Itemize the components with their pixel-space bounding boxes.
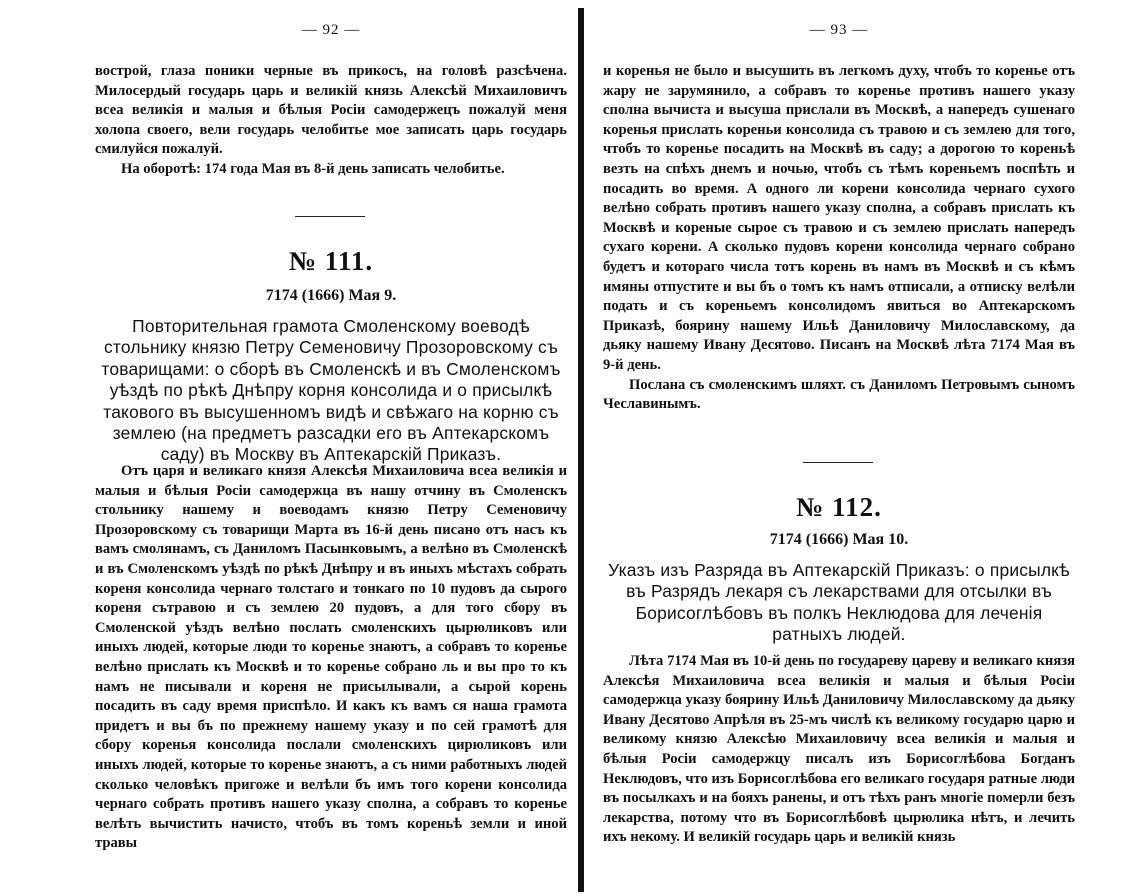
reverse-note: На оборотѣ: 174 года Мая въ 8-й день записать челобитье. (121, 160, 505, 177)
sent-note: Послана съ смоленскимъ шляхт. съ Даниломъ Петровымъ сыномъ Чеславинымъ. (603, 376, 1075, 413)
left-page-number: — 92 — (301, 22, 361, 38)
book-gutter (578, 8, 584, 892)
document-112-header (603, 492, 1075, 523)
document-title: Указъ изъ Разряда въ Аптекарскій Приказъ: о присылкѣ въ Разрядъ лекаря съ лекарствами для отсылки въ Борисоглѣбовъ въ полкъ Неклюдова для леченія ратныхъ людей. (608, 560, 1070, 645)
document-112-date-wrap (603, 531, 1075, 549)
right-page-number: — 93 — (809, 22, 869, 38)
document-number: № 112. (796, 492, 882, 522)
document-112-body-wrap (603, 652, 1075, 848)
document-body: Лѣта 7174 Мая въ 10-й день по государеву цареву и великаго князя Алексѣя Михаиловича всеа великія и малыя и бѣлыя Росіи самодержца указу боярину Ильѣ Даниловичу Милославскому да дьяку Ивану Десятово Апрѣля въ 25-мъ числѣ къ великому государю царю и великому князю Алексѣю Михаиловичу всеа великія и малыя и бѣлыя Росіи самодержцу писалъ изъ Борисоглѣбова Богданъ Неклюдовъ, что изъ Борисоглѣбова его великаго государя ратные люди въ посылкахъ и на бояхъ ранены, и отъ тѣхъ ранъ многіе померли безъ лекарства, потому что въ Борисоглѣбовѣ цырюлика нѣтъ, и лечить ихъ некому. И великій государь царь и великій князь (603, 653, 1075, 846)
section-divider (803, 462, 873, 463)
document-111-body-wrap (95, 462, 567, 854)
left-continuation (95, 62, 567, 180)
section-divider (295, 216, 365, 217)
document-date: 7174 (1666) Мая 10. (769, 531, 909, 548)
document-number: № 111. (288, 246, 374, 276)
document-111-date-wrap (95, 287, 567, 305)
left-continued-paragraph: вострой, глаза поники черные въ прикосъ, на головѣ разсѣчена. Милосердый государь царь и великій князь Алексѣй Михаиловичъ всеа великія и малыя и бѣлыя Росіи самодержецъ пожалуй меня холопа своего, вели государь челобитье мое записать царь государь смилуйся пожалуй. (95, 63, 567, 158)
document-111-header (95, 246, 567, 277)
left-page (95, 0, 567, 896)
document-body: Отъ царя и великаго князя Алексѣя Михаиловича всеа великія и малыя и бѣлыя Росіи самодержца въ нашу отчину въ Смоленскъ стольнику нашему и воеводамъ князю Петру Семеновичу Прозоровскому съ товарищи Марта въ 16-й день писано отъ насъ къ вамъ смолянамъ, съ Даниломъ Пасынковымъ, а велѣно въ Смоленскѣ и въ Смоленскомъ уѣздѣ по рѣкѣ Днѣпру и въ иныхъ мѣстахъ собрать кореня консолида чернаго толстаго и тонкаго по 10 пудовъ да сырого кореня сътравою и съ землею 20 пудовъ, а для того сбору въ Смоленской уѣздъ велѣно послать смоленскихъ цырюликовъ или иныхъ людей, которые люди то коренье знаютъ, а собравъ то коренье велѣно прислать къ Москвѣ и то коренье собрано ль и вы про то къ намъ не писывали и кореня не присылывали, а сырой корень посадить въ саду время приспѣло. И какъ къ вамъ ся наша грамота придетъ и вы бъ по прежнему нашему указу и по сей грамотѣ для сбору коренья консолида послали смоленскихъ цирюликовъ или иныхъ людей, которые то коренье знаютъ, а съ ними работныхъ людей сколько человѣкъ пригоже и велѣли бъ имъ того корени консолида чернаго собрать противъ нашего указу сполна, а собравъ то коренье велѣть вычистить начисто, чтобъ въ томъ кореньѣ земли и иной травы (95, 463, 567, 852)
document-112-title-wrap (603, 560, 1075, 646)
document-title: Повторительная грамота Смоленскому воеводѣ стольнику князю Петру Семеновичу Прозоровскому съ товарищами: о сборѣ въ Смоленскѣ и въ Смоленскомъ уѣздѣ по рѣкѣ Днѣпру корня консолида и о присылкѣ такового въ высушенномъ видѣ и свѣжаго на корню съ землею (на предметъ разсадки его въ Аптекарскомъ саду) въ Москву въ Аптекарскій Приказъ. (101, 316, 561, 465)
document-111-title-wrap (95, 316, 567, 466)
right-page (603, 0, 1075, 896)
right-continued-paragraph: и коренья не было и высушить въ легкомъ духу, чтобъ то коренье отъ жару не зарумянило, а собравъ то коренье противъ нашего указу сполна вычиста и высуша прислали въ Москвѣ, а напередъ сушенаго коренья прислать кореньи консолида съ травою и съ землею для того, чтобъ то коренье посадить на Москвѣ въ саду; а дорогою то кореньѣ везть на спѣхъ днемъ и ночью, чтобъ съ тѣмъ кореньемъ поспѣть и посадить во время. А одного ли корени консолида чернаго сухого велѣно собрать противъ нашего указу сполна, а собравъ прислать къ Москвѣ и кореные сырое съ травою и съ землею прислать напередъ сухаго корени. А сколько пудовъ корени консолида чернаго собрано будетъ и котораго числа тотъ корень въ намъ въ Москвѣ и съ кѣмъ имяны отпустите и вы бъ о томъ къ намъ отписали, а отписку велѣли подать и съ кореньемъ консолидомъ явиться во Аптекарскомъ Приказѣ, боярину нашему Ильѣ Даниловичу Милославскому, да дьяку нашему Ивану Десятово. Писанъ на Москвѣ лѣта 7174 Мая въ 9-й день. (603, 63, 1075, 373)
document-date: 7174 (1666) Мая 9. (265, 287, 397, 304)
right-continuation (603, 62, 1075, 415)
